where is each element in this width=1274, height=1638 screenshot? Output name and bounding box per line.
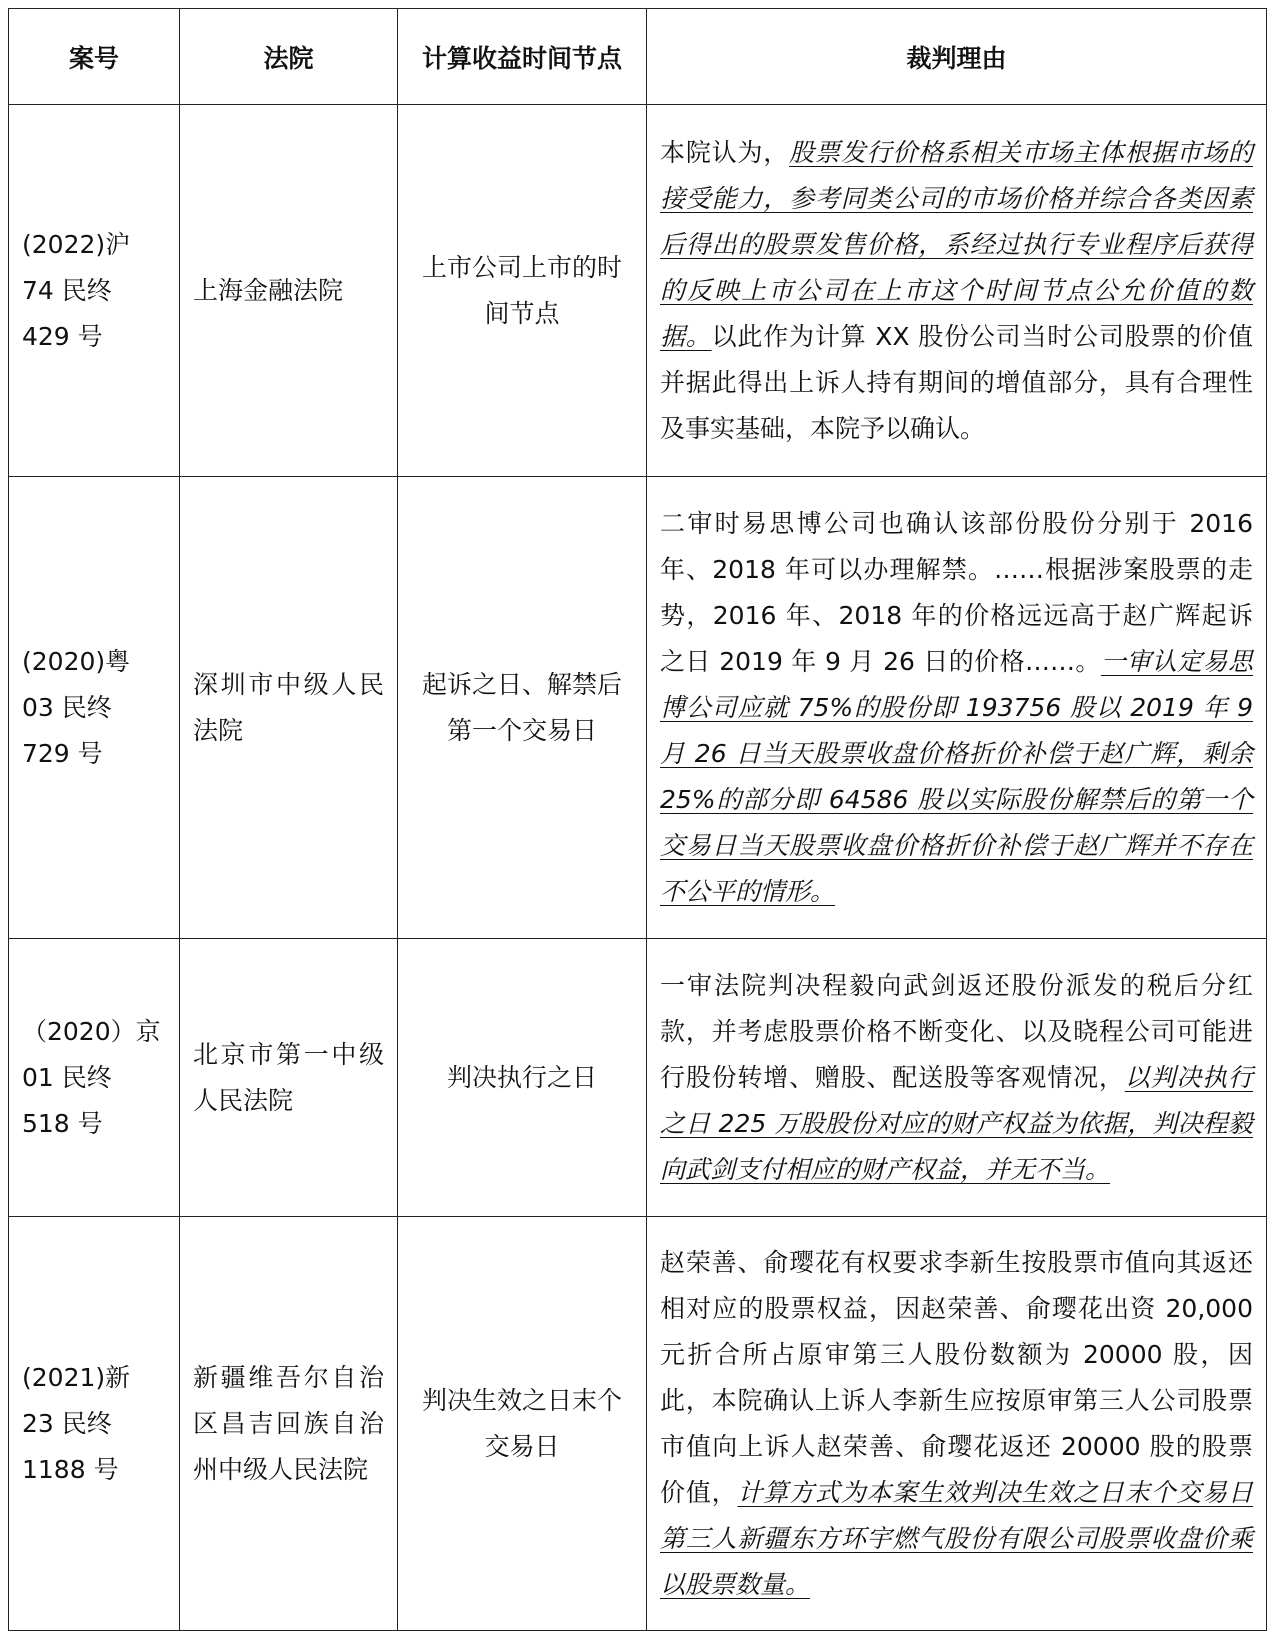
header-court: 法院 xyxy=(180,9,398,105)
case-table xyxy=(8,8,1267,1631)
reason-cell xyxy=(647,477,1267,939)
case-no-cell: （2020）京 01 民终 518 号 xyxy=(9,939,180,1217)
court-cell: 深圳市中级人民法院 xyxy=(180,477,398,939)
case-no-cell: (2020)粤 03 民终 729 号 xyxy=(9,477,180,939)
court-cell: 北京市第一中级人民法院 xyxy=(180,939,398,1217)
case-no-cell: (2021)新 23 民终 1188 号 xyxy=(9,1217,180,1631)
header-time-node: 计算收益时间节点 xyxy=(398,9,647,105)
reason-cell xyxy=(647,939,1267,1217)
reason-text-after: 以此作为计算 XX 股份公司当时公司股票的价值并据此得出上诉人持有期间的增值部分，具有合理性及事实基础，本院予以确认。 xyxy=(660,321,1253,443)
reason-text: 赵荣善、俞璎花有权要求李新生按股票市值向其返还相对应的股票权益，因赵荣善、俞璎花出资 20,000 元折合所占原审第三人股份数额为 20000 股，因此，本院确认上诉人李新生应按原审第三人公司股票市值向上诉人赵荣善、俞璎花返还 20000 股的股票价值， xyxy=(660,1247,1253,1507)
reason-emphasis: 一审认定易思博公司应就 75%的股份即 193756 股以 2019 年 9 月 26 日当天股票收盘价格折价补偿于赵广辉，剩余 25%的部分即 64586 股以实际股份解禁后的第一个交易日当天股票收盘价格折价补偿于赵广辉并不存在不公平的情形。 xyxy=(660,646,1253,906)
table-row xyxy=(9,1217,1267,1631)
time-node-cell: 判决生效之日末个交易日 xyxy=(398,1217,647,1631)
reason-cell xyxy=(647,105,1267,477)
reason-text: 二审时易思博公司也确认该部份股份分别于 2016 年、2018 年可以办理解禁。……根据涉案股票的走势，2016 年、2018 年的价格远远高于赵广辉起诉之日 2019 年 9 月 26 日的价格……。 xyxy=(660,508,1253,676)
reason-text: 一审法院判决程毅向武剑返还股份派发的税后分红款，并考虑股票价格不断变化、以及晓程公司可能进行股份转增、赠股、配送股等客观情况， xyxy=(660,970,1253,1092)
header-row xyxy=(9,9,1267,105)
header-reason: 裁判理由 xyxy=(647,9,1267,105)
time-node-cell: 起诉之日、解禁后第一个交易日 xyxy=(398,477,647,939)
reason-emphasis: 计算方式为本案生效判决生效之日末个交易日第三人新疆东方环宇燃气股份有限公司股票收盘价乘以股票数量。 xyxy=(660,1477,1253,1599)
table-row xyxy=(9,939,1267,1217)
reason-emphasis: 股票发行价格系相关市场主体根据市场的接受能力，参考同类公司的市场价格并综合各类因素后得出的股票发售价格，系经过执行专业程序后获得的反映上市公司在上市这个时间节点公允价值的数据。 xyxy=(660,137,1253,351)
case-no-cell: (2022)沪 74 民终 429 号 xyxy=(9,105,180,477)
header-case-no: 案号 xyxy=(9,9,180,105)
court-cell: 上海金融法院 xyxy=(180,105,398,477)
time-node-cell: 上市公司上市的时间节点 xyxy=(398,105,647,477)
table-row xyxy=(9,477,1267,939)
reason-text: 本院认为， xyxy=(660,137,790,167)
court-cell: 新疆维吾尔自治区昌吉回族自治州中级人民法院 xyxy=(180,1217,398,1631)
reason-emphasis: 以判决执行之日 225 万股股份对应的财产权益为依据，判决程毅向武剑支付相应的财产权益，并无不当。 xyxy=(660,1062,1253,1184)
table-row xyxy=(9,105,1267,477)
time-node-cell: 判决执行之日 xyxy=(398,939,647,1217)
reason-cell xyxy=(647,1217,1267,1631)
